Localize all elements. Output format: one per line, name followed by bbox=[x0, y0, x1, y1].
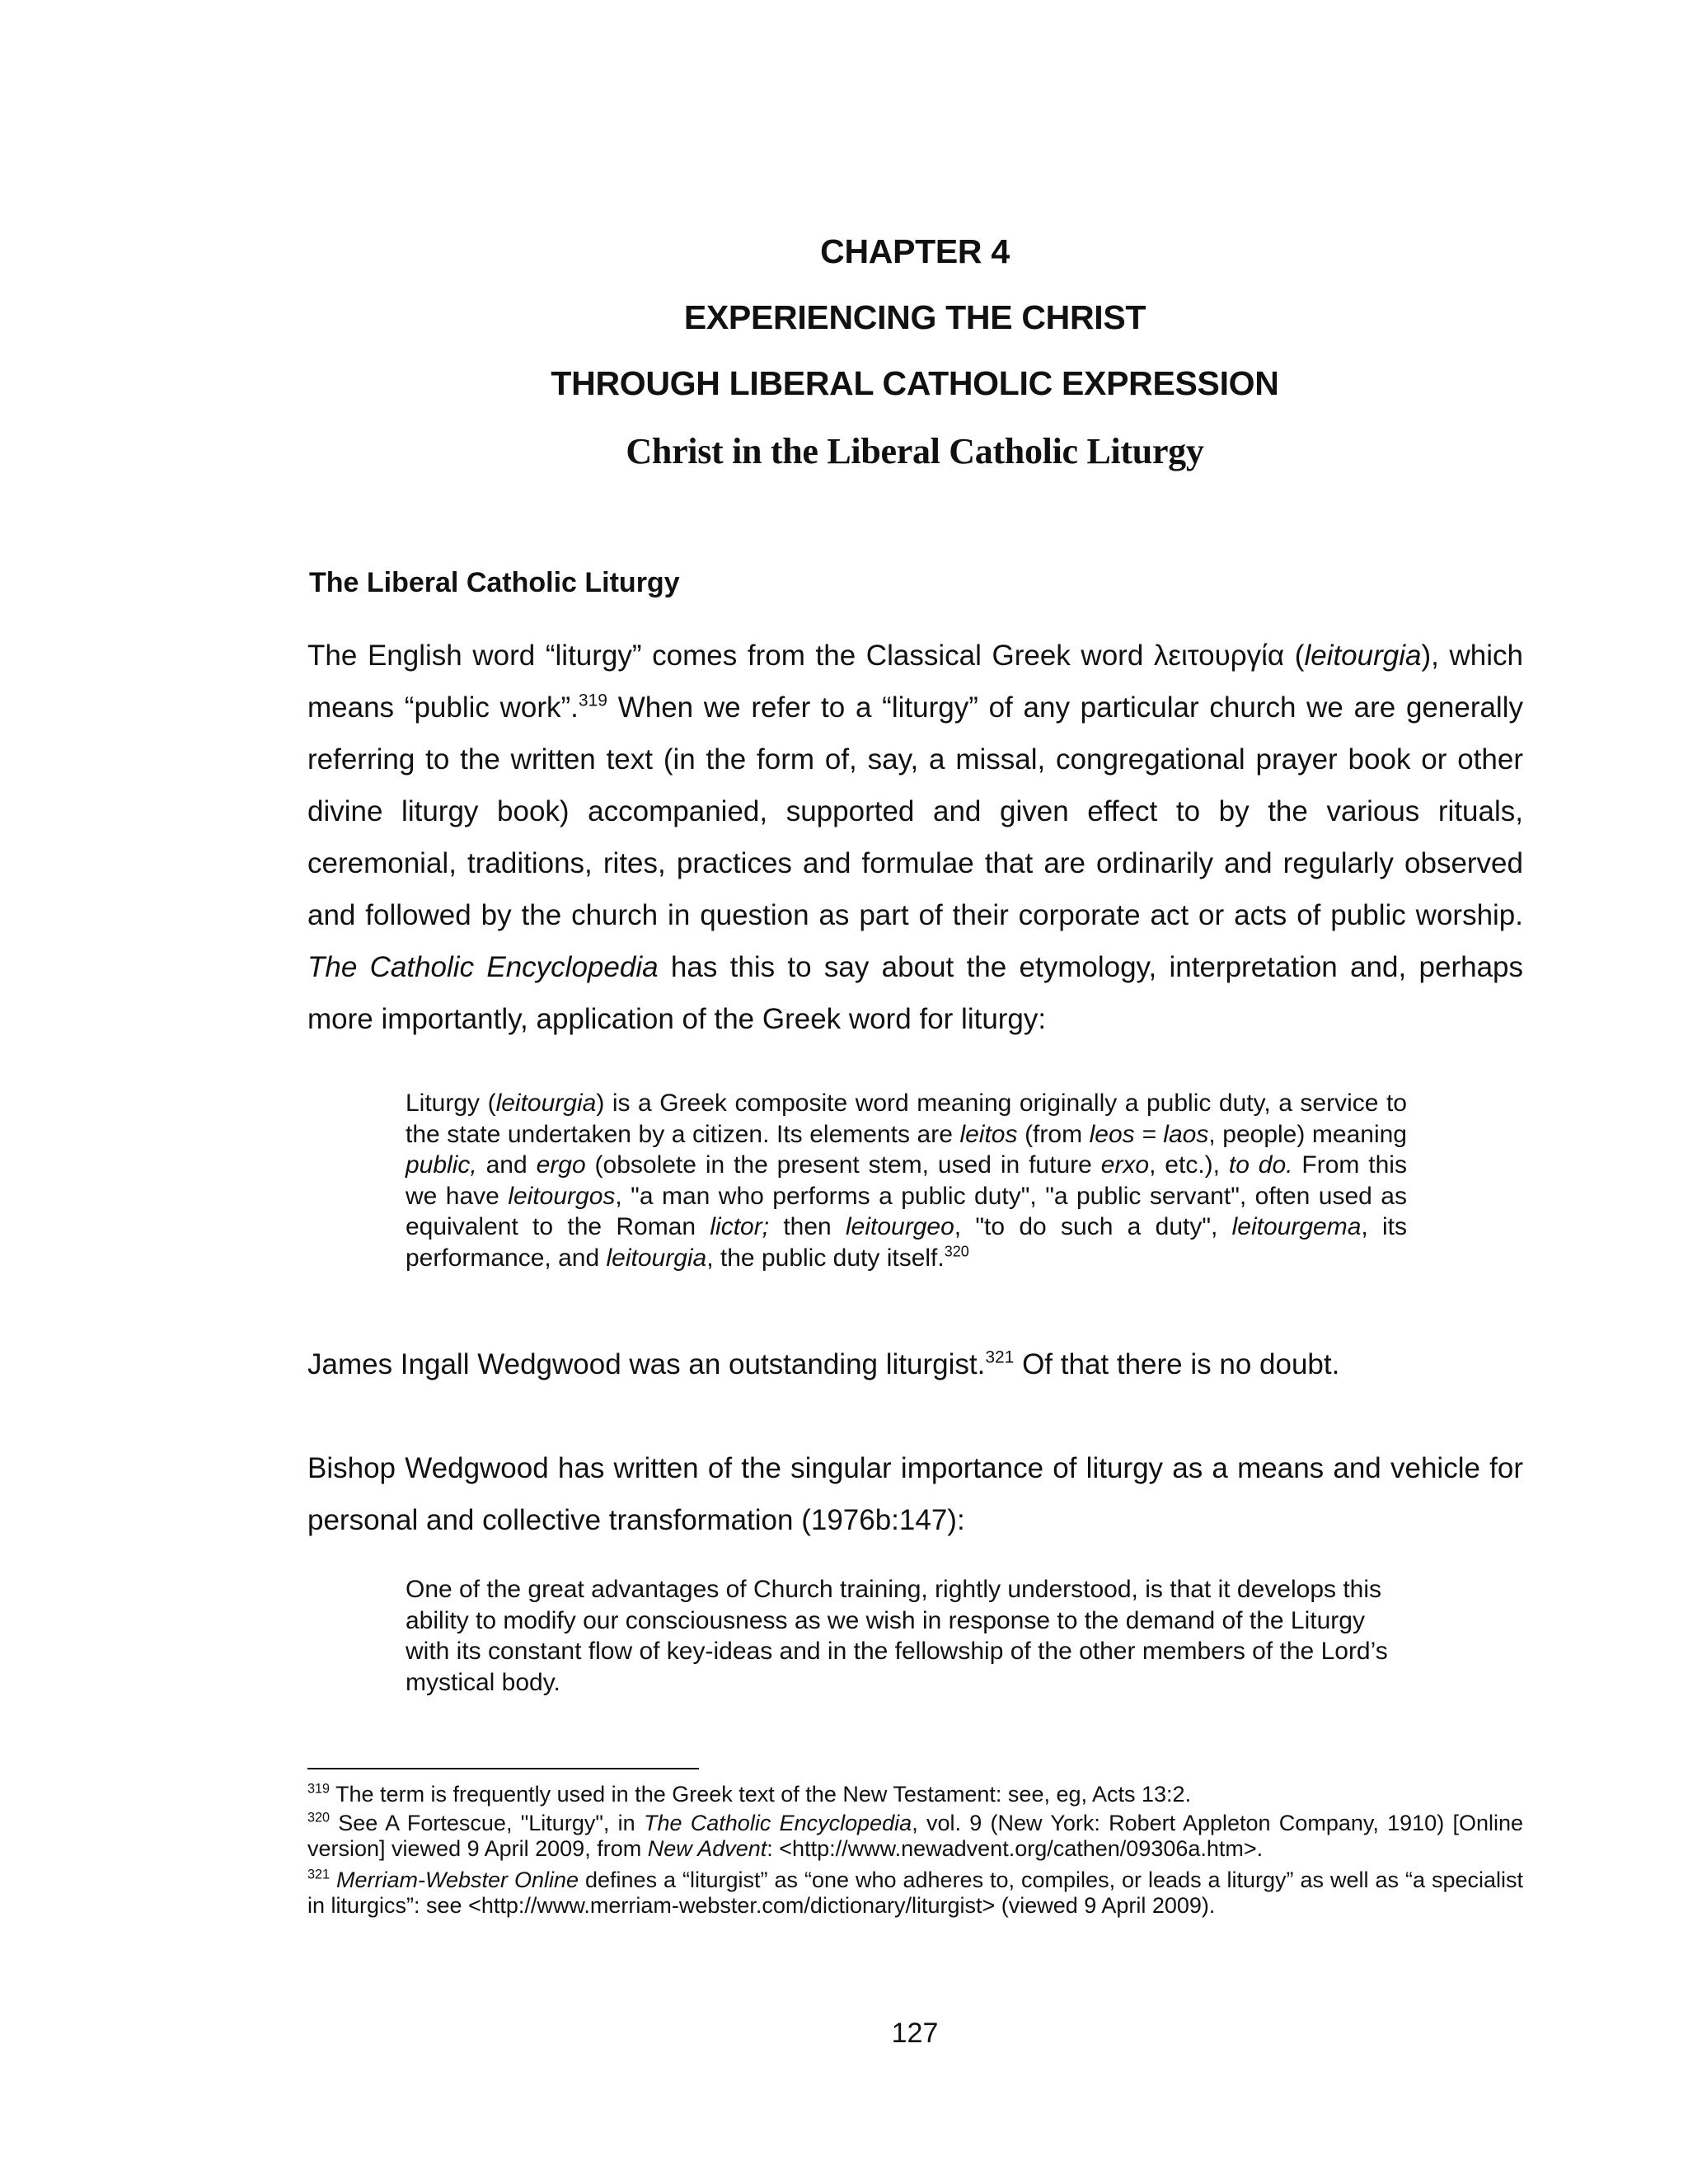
footnote-text: See A Fortescue, "Liturgy", in bbox=[330, 1811, 644, 1835]
chapter-number: CHAPTER 4 bbox=[820, 232, 1010, 270]
p2-text: Of that there is no doubt. bbox=[1014, 1348, 1340, 1380]
q1-text: , the public duty itself. bbox=[706, 1244, 945, 1272]
page-number: 127 bbox=[891, 2018, 939, 2049]
q1-italic: leitourgia bbox=[495, 1090, 597, 1117]
p2-text: James Ingall Wedgwood was an outstanding liturgist. bbox=[307, 1348, 986, 1380]
footnote-italic: New Advent bbox=[647, 1836, 767, 1861]
q1-italic: erxo bbox=[1100, 1151, 1150, 1179]
footnote-number: 320 bbox=[307, 1810, 331, 1825]
q1-text: From this we have bbox=[406, 1151, 1407, 1210]
q1-text: then bbox=[769, 1213, 846, 1240]
footnote-italic: The Catholic Encyclopedia bbox=[643, 1811, 912, 1835]
q1-text: , "a man who performs a public duty", "a public servant", often used as equivalent to the Roman bbox=[406, 1182, 1407, 1240]
block-quote-2: One of the great advantages of Church training, rightly understood, is that it develops this ability to modify our consciousness as we wish in response to the demand of the Liturgy with its constant flow of key-ideas and in the fellowship of the other members of the Lord’s mystical body. bbox=[406, 1576, 1388, 1696]
footnote-link[interactable]: : <http://www.newadvent.org/cathen/09306a.htm>. bbox=[767, 1836, 1264, 1861]
q1-italic: leitourgos bbox=[508, 1182, 616, 1210]
footnote-number: 321 bbox=[307, 1867, 331, 1882]
q1-italic: leitourgema bbox=[1231, 1213, 1362, 1240]
footnote-ref-319[interactable]: 319 bbox=[578, 691, 607, 710]
q1-text: , its performance, and bbox=[406, 1213, 1408, 1272]
footnote-320 bbox=[307, 1811, 1523, 1862]
q1-text: ) is a Greek composite word meaning originally a public duty, a service to the state undertaken by a citizen. Its elements are bbox=[406, 1090, 1407, 1148]
p1-italic: The Catholic Encyclopedia bbox=[307, 951, 659, 983]
q1-italic: leitourgia bbox=[606, 1244, 707, 1272]
block-quote-1 bbox=[406, 1088, 1407, 1273]
q1-italic: lictor; bbox=[710, 1213, 770, 1240]
q1-text: (obsolete in the present stem, used in future bbox=[585, 1151, 1101, 1179]
chapter-subtitle: Christ in the Liberal Catholic Liturgy bbox=[626, 431, 1204, 471]
footnote-ref-320[interactable]: 320 bbox=[944, 1242, 969, 1259]
q1-italic: to do. bbox=[1228, 1151, 1293, 1179]
q1-italic: public, bbox=[406, 1151, 477, 1179]
footnote-text: The term is frequently used in the Greek text of the New Testament: see, eg, Acts 13:2. bbox=[330, 1782, 1192, 1807]
q1-text: , "to do such a duty", bbox=[954, 1213, 1232, 1240]
section-heading: The Liberal Catholic Liturgy bbox=[309, 567, 680, 598]
q1-italic: leitourgeo bbox=[846, 1213, 954, 1240]
q1-text: and bbox=[476, 1151, 537, 1179]
p1-text: When we refer to a “liturgy” of any particular church we are generally referring to the written text (in the form of, say, a missal, congregational prayer book or other divine liturgy book) accompanied, supported and given effect to by the various rituals, ceremonial, traditions, rites, practices and formulae that are ordinarily and regularly observed and followed by the church in question as part of their corporate act or acts of public worship. bbox=[307, 691, 1523, 931]
body-paragraph-2 bbox=[307, 1338, 1523, 1390]
footnote-ref-321[interactable]: 321 bbox=[985, 1347, 1015, 1367]
body-paragraph-3: Bishop Wedgwood has written of the singular importance of liturgy as a means and vehicle for personal and collective transformation (1976b:147): bbox=[307, 1452, 1523, 1536]
q1-italic: leos = laos bbox=[1089, 1120, 1209, 1148]
footnote-link[interactable]: defines a “liturgist” as “one who adheres to, compiles, or leads a liturgy” as well as “a specialist in liturgics”: see <http://www.merriam-webster.com/dictionary/liturgist> (viewed 9 April 2009). bbox=[307, 1868, 1523, 1918]
footnote-italic: Merriam-Webster Online bbox=[330, 1868, 579, 1892]
q1-text: , people) meaning bbox=[1208, 1120, 1407, 1148]
footnote-319 bbox=[307, 1782, 1523, 1807]
q1-text: Liturgy ( bbox=[406, 1090, 496, 1117]
p1-text: has this to say about the etymology, interpretation and, perhaps more importantly, application of the Greek word for liturgy: bbox=[307, 951, 1523, 1035]
footnote-divider bbox=[307, 1768, 699, 1769]
q1-italic: ergo bbox=[536, 1151, 586, 1179]
q1-text: (from bbox=[1017, 1120, 1090, 1148]
footnote-number: 319 bbox=[307, 1781, 331, 1797]
p1-text: The English word “liturgy” comes from the Classical Greek word λειτουργία ( bbox=[307, 640, 1305, 672]
footnote-321 bbox=[307, 1868, 1523, 1919]
q1-text: , etc.), bbox=[1149, 1151, 1229, 1179]
body-paragraph-1 bbox=[307, 630, 1523, 1045]
footnote-text: , vol. 9 (New York: Robert Appleton Company, 1910) [Online version] viewed 9 April 2009, from bbox=[307, 1811, 1523, 1861]
p1-text: ), which means “public work”. bbox=[307, 640, 1523, 724]
chapter-title-line-2: THROUGH LIBERAL CATHOLIC EXPRESSION bbox=[551, 364, 1279, 402]
p1-italic: leitourgia bbox=[1304, 640, 1422, 672]
chapter-title-line-1: EXPERIENCING THE CHRIST bbox=[683, 298, 1146, 336]
q1-italic: leitos bbox=[959, 1120, 1018, 1148]
